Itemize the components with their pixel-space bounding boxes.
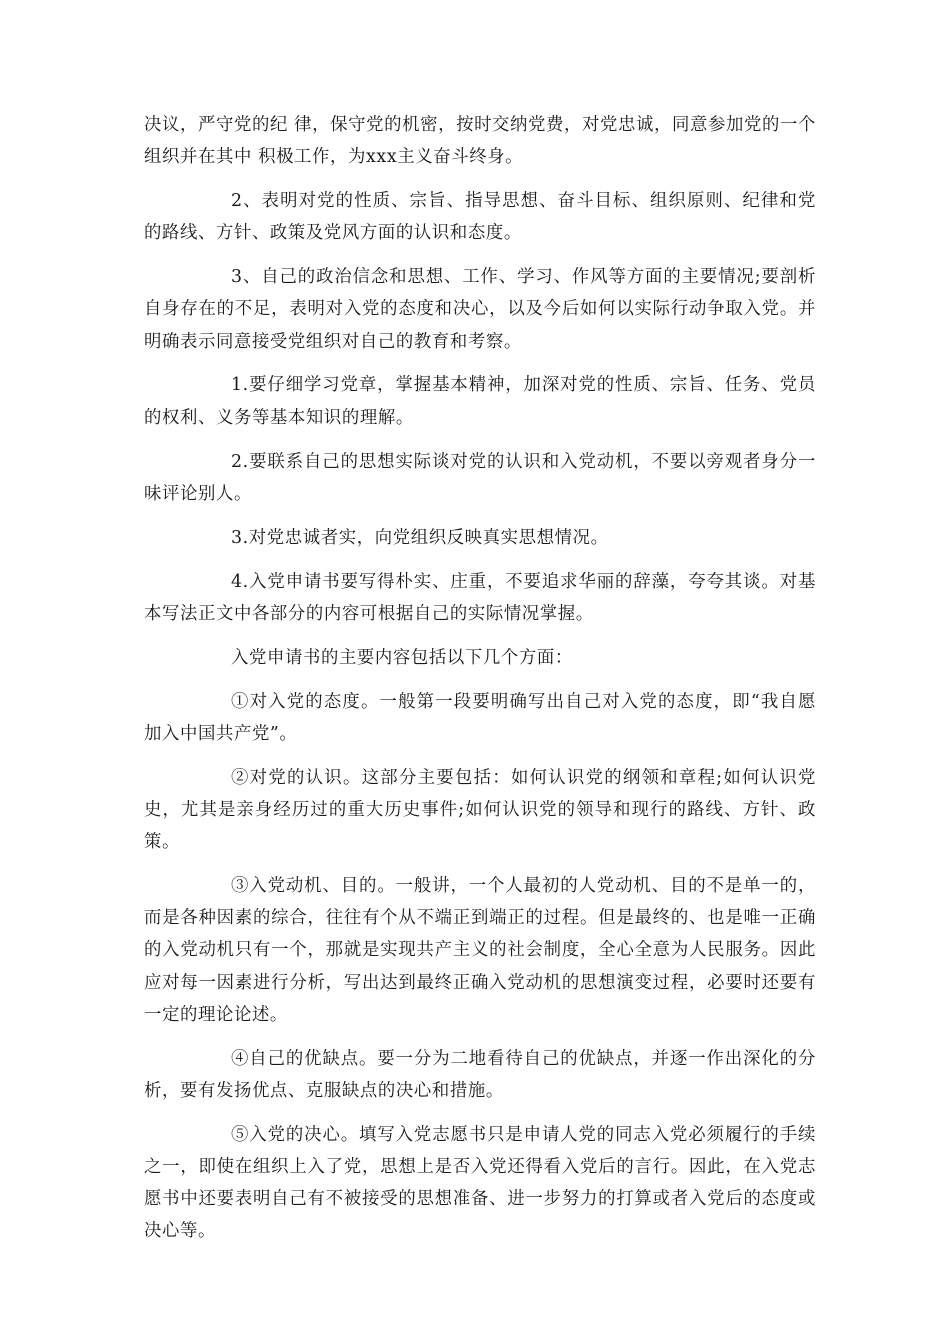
paragraph-section-intro: 入党申请书的主要内容包括以下几个方面： xyxy=(231,647,573,668)
paragraph-continuation: 决议，严守党的纪 律，保守党的机密，按时交纳党费，对党忠诚，同意参加党的一个组织并在其中 积极工作，为xxx主义奋斗终身。 xyxy=(144,115,816,168)
paragraph-item-4: ④自己的优缺点。要一分为二地看待自己的优缺点，并逐一作出深化的分析，要有发扬优点、克服缺点的决心和措施。 xyxy=(144,1048,816,1101)
paragraph-item-3: ③入党动机、目的。一般讲，一个人最初的人党动机、目的不是单一的，而是各种因素的综合，往往有个从不端正到端正的过程。但是最终的、也是唯一正确的入党动机只有一个，那就是实现共产主义的社会制度，全心全意为人民服务。因此应对每一因素进行分析，写出达到最终正确入党动机的思想演变过程，必要时还要有一定的理论论述。 xyxy=(144,875,816,1025)
paragraph-item-2: ②对党的认识。这部分主要包括：如何认识党的纲领和章程;如何认识党史，尤其是亲身经历过的重大历史事件;如何认识党的领导和现行的路线、方针、政策。 xyxy=(144,767,816,853)
paragraph-note-2: 2.要联系自己的思想实际谈对党的认识和入党动机，不要以旁观者身分一味评论别人。 xyxy=(144,451,816,504)
document-body xyxy=(144,109,816,1259)
paragraph-point-3: 3、自己的政治信念和思想、工作、学习、作风等方面的主要情况;要剖析自身存在的不足，表明对入党的态度和决心，以及今后如何以实际行动争取入党。并明确表示同意接受党组织对自己的教育和考察。 xyxy=(144,267,816,352)
paragraph-note-3: 3.对党忠诚者实，向党组织反映真实思想情况。 xyxy=(231,527,609,548)
paragraph-point-2: 2、表明对党的性质、宗旨、指导思想、奋斗目标、组织原则、纪律和党的路线、方针、政策及党风方面的认识和态度。 xyxy=(144,191,816,244)
paragraph-note-4: 4.入党申请书要写得朴实、庄重，不要追求华丽的辞藻，夸夸其谈。对基本写法正文中各部分的内容可根据自己的实际情况掌握。 xyxy=(144,571,816,624)
paragraph-item-5: ⑤入党的决心。填写入党志愿书只是申请人党的同志入党必须履行的手续之一，即使在组织上入了党，思想上是否入党还得看入党后的言行。因此，在入党志愿书中还要表明自己有不被接受的思想准备、进一步努力的打算或者入党后的态度或决心等。 xyxy=(144,1124,816,1242)
paragraph-note-1: 1.要仔细学习党章，掌握基本精神，加深对党的性质、宗旨、任务、党员的权利、义务等基本知识的理解。 xyxy=(144,375,816,428)
paragraph-item-1: ①对入党的态度。一般第一段要明确写出自己对入党的态度，即“我自愿加入中国共产党”。 xyxy=(144,691,816,744)
